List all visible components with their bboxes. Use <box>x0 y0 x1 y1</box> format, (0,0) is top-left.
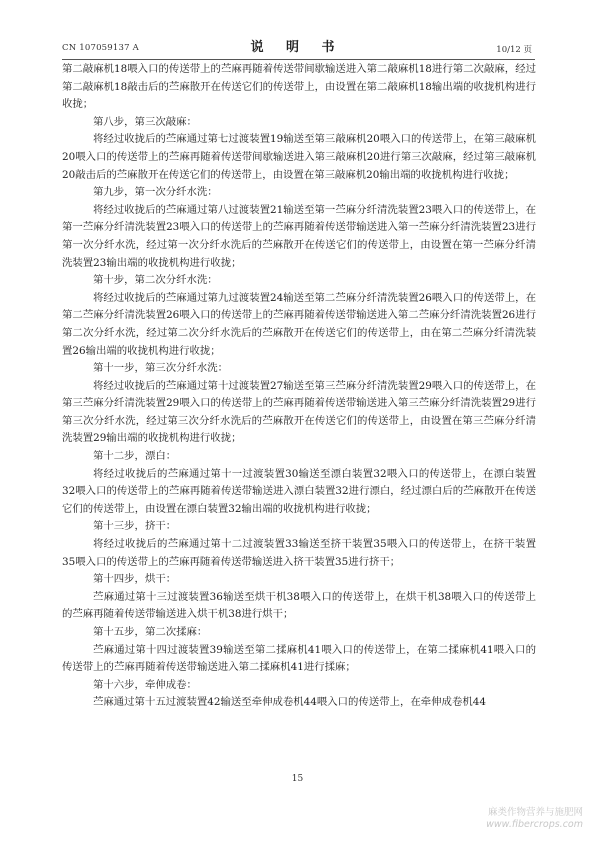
step-heading-11: 第十一步，第三次分纤水洗： <box>93 362 229 375</box>
step-body-11: 将经过收拢后的苎麻通过第十过渡装置27输送至第三苎麻分纤清洗装置29喂入口的传送带上，在第三苎麻分纤清洗装置29喂入口的传送带上的苎麻再随着传送带输送进入第三苎麻分纤清洗装置29进行第三次分纤水洗，经过第三次分纤水洗后的苎麻散开在传送它们的传送带上，由设置在第三苎麻分纤清洗装置29输出端的收拢机构进行收拢； <box>62 379 536 445</box>
watermark-site-name: 麻类作物营养与施肥网 <box>487 807 583 818</box>
step-body-9: 将经过收拢后的苎麻通过第八过渡装置21输送至第一苎麻分纤清洗装置23喂入口的传送带上，在第一苎麻分纤清洗装置23喂入口的传送带上的苎麻再随着传送带输送进入第一苎麻分纤清洗装置23进行第一次分纤水洗，经过第一次分纤水洗后的苎麻散开在传送它们的传送带上，由设置在第一苎麻分纤清洗装置23输出端的收拢机构进行收拢； <box>62 203 536 269</box>
patent-number: CN 107059137 A <box>62 43 139 53</box>
step-heading-14: 第十四步，烘干： <box>93 573 177 586</box>
step-heading-8: 第八步，第三次敲麻： <box>93 115 197 128</box>
header-divider <box>62 59 535 60</box>
page-of-count: 10/12 页 <box>496 45 532 55</box>
document-title: 说 明 书 <box>250 40 344 55</box>
step-heading-9: 第九步，第一次分纤水洗： <box>93 186 218 199</box>
step-body-8: 将经过收拢后的苎麻通过第七过渡装置19输送至第三敲麻机20喂入口的传送带上，在第三敲麻机20喂入口的传送带上的苎麻再随着传送带间歇输送进入第三敲麻机20进行第三次敲麻，经过第三敲麻机20敲击后的苎麻散开在传送它们的传送带上，由设置在第三敲麻机20输出端的收拢机构进行收拢； <box>62 133 536 181</box>
step-body-13: 将经过收拢后的苎麻通过第十二过渡装置33输送至挤干装置35喂入口的传送带上，在挤干装置35喂入口的传送带上的苎麻再随着传送带输送进入挤干装置35进行挤干； <box>62 538 536 568</box>
step-body-16: 苎麻通过第十五过渡装置42输送至牵伸成卷机44喂入口的传送带上，在牵伸成卷机44 <box>93 696 486 709</box>
paragraph-continuation: 第二敲麻机18喂入口的传送带上的苎麻再随着传送带间歇输送进入第二敲麻机18进行第二次敲麻，经过第二敲麻机18敲击后的苎麻散开在传送它们的传送带上，由设置在第二敲麻机18输出端的收拢机构进行收拢； <box>62 63 536 111</box>
site-watermark <box>486 807 583 831</box>
page-number: 15 <box>291 774 304 784</box>
step-heading-12: 第十二步，漂白： <box>93 450 177 463</box>
step-heading-10: 第十步，第二次分纤水洗： <box>93 274 218 287</box>
step-heading-16: 第十六步，牵伸成卷： <box>93 678 197 691</box>
watermark-url: www.fibercrops.com <box>486 819 583 830</box>
page-header <box>62 36 532 56</box>
description-body <box>62 61 536 712</box>
step-heading-13: 第十三步，挤干： <box>93 520 177 533</box>
step-body-10: 将经过收拢后的苎麻通过第九过渡装置24输送至第二苎麻分纤清洗装置26喂入口的传送带上，在第二苎麻分纤清洗装置26喂入口的传送带上的苎麻再随着传送带输送进入第二苎麻分纤清洗装置26进行第二次分纤水洗，经过第二次分纤水洗后的苎麻散开在传送它们的传送带上，由在第二苎麻分纤清洗装置26输出端的收拢机构进行收拢； <box>62 291 536 357</box>
step-body-12: 将经过收拢后的苎麻通过第十一过渡装置30输送至漂白装置32喂入口的传送带上，在漂白装置32喂入口的传送带上的苎麻再随着传送带输送进入漂白装置32进行漂白，经过漂白后的苎麻散开在传送它们的传送带上，由设置在漂白装置32输出端的收拢机构进行收拢； <box>62 467 536 515</box>
step-body-14: 苎麻通过第十三过渡装置36输送至烘干机38喂入口的传送带上，在烘干机38喂入口的传送带上的苎麻再随着传送带输送进入烘干机38进行烘干； <box>62 590 536 621</box>
step-heading-15: 第十五步，第二次揉麻： <box>93 626 208 638</box>
step-body-15: 苎麻通过第十四过渡装置39输送至第二揉麻机41喂入口的传送带上，在第二揉麻机41喂入口的传送带上的苎麻再随着传送带输送进入第二揉麻机41进行揉麻； <box>62 643 536 674</box>
